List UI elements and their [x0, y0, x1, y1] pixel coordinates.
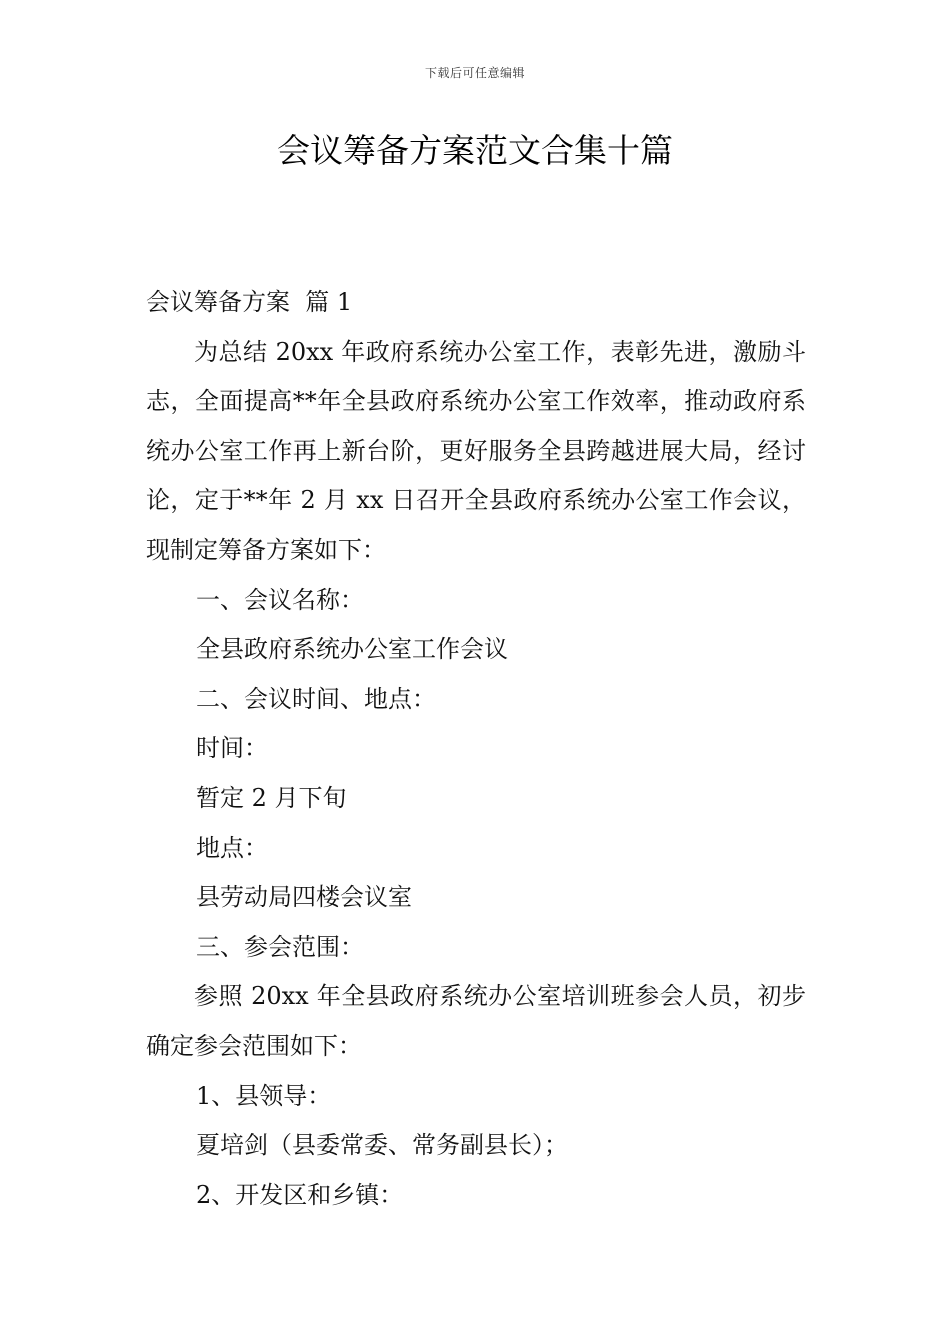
time-value: 暂定 2 月下旬	[196, 783, 347, 812]
subheading-county-leaders: 1、县领导：	[196, 1081, 332, 1110]
document-body	[146, 278, 806, 1220]
place-value: 县劳动局四楼会议室	[196, 883, 412, 912]
scope-paragraph: 参照 20xx 年全县政府系统办公室培训班参会人员，初步确定参会范围如下：	[146, 982, 806, 1060]
heading-meeting-name: 一、会议名称：	[196, 585, 364, 614]
time-label: 时间：	[196, 734, 268, 763]
place-label: 地点：	[196, 833, 268, 862]
intro-paragraph: 为总结 20xx 年政府系统办公室工作，表彰先进，激励斗志，全面提高**年全县政府系统办公室工作效率，推动政府系统办公室工作再上新台阶，更好服务全县跨越进展大局，经讨论，定于**年 2 月 xx 日召开全县政府系统办公室工作会议，现制定筹备方案如下：	[146, 337, 806, 564]
document-title: 会议筹备方案范文合集十篇	[277, 131, 673, 170]
header-note: 下载后可任意编辑	[424, 66, 525, 80]
section-heading: 会议筹备方案 篇 1	[146, 288, 353, 316]
county-leader-entry: 夏培剑（县委常委、常务副县长）；	[196, 1131, 568, 1160]
meeting-name-value: 全县政府系统办公室工作会议	[196, 635, 508, 664]
heading-time-place: 二、会议时间、地点：	[196, 684, 436, 713]
subheading-districts-towns: 2、开发区和乡镇：	[196, 1180, 404, 1209]
heading-scope: 三、参会范围：	[196, 932, 364, 961]
